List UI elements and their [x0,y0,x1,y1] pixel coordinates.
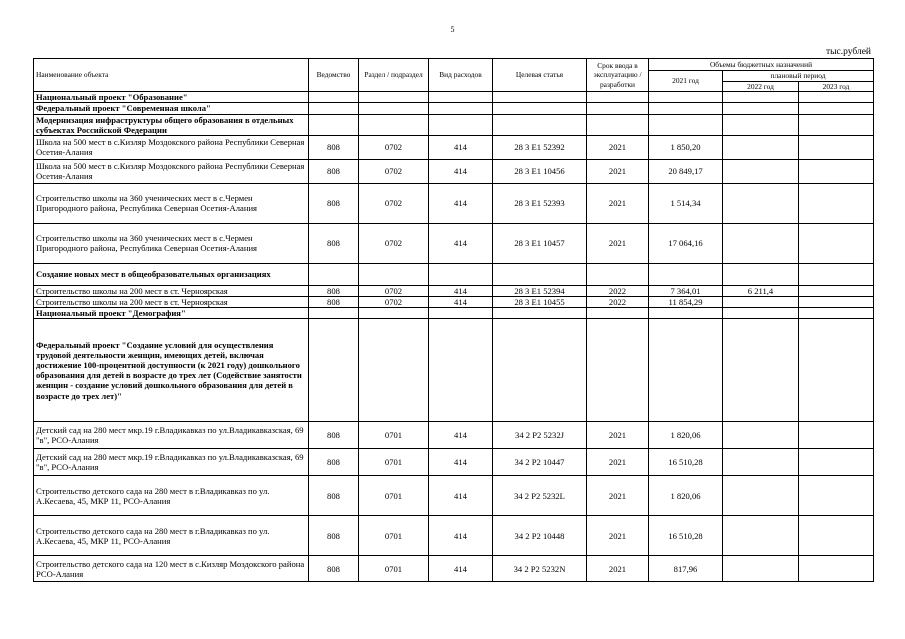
cell-2022 [723,516,799,556]
cell-2022: 6 211,4 [723,285,799,296]
cell-dept [309,263,359,285]
cell-2021: 1 850,20 [649,135,723,159]
header-volumes: Объемы бюджетных назначений [649,59,874,71]
table-row [34,159,874,183]
header-dept: Ведомство [309,59,359,92]
cell-name: Строительство детского сада на 120 мест в с.Кизляр Моздокского района РСО-Алания [34,556,309,582]
cell-target [493,319,587,422]
table-row [34,516,874,556]
table-row [34,296,874,307]
cell-section: 0701 [359,556,429,582]
table-row [34,476,874,516]
cell-exp-type [429,103,493,114]
cell-2021: 17 064,16 [649,223,723,263]
cell-name: Создание новых мест в общеобразовательных организациях [34,263,309,285]
cell-2021 [649,308,723,319]
cell-2021 [649,92,723,103]
cell-dept: 808 [309,516,359,556]
cell-target: 34 2 P2 5232N [493,556,587,582]
cell-2022 [723,135,799,159]
cell-term: 2021 [587,183,649,223]
cell-dept [309,319,359,422]
cell-target: 34 2 P2 10448 [493,516,587,556]
cell-exp-type: 414 [429,285,493,296]
cell-exp-type [429,92,493,103]
cell-term: 2021 [587,159,649,183]
cell-2023 [799,308,874,319]
cell-exp-type: 414 [429,135,493,159]
cell-dept: 808 [309,556,359,582]
table-row [34,556,874,582]
table-row [34,449,874,476]
cell-2023 [799,516,874,556]
section-row [34,103,874,114]
cell-2021: 7 364,01 [649,285,723,296]
table-row [34,183,874,223]
cell-term: 2021 [587,556,649,582]
cell-2022 [723,319,799,422]
cell-name: Детский сад на 280 мест мкр.19 г.Владикавказ по ул.Владикавказская, 69 "в", РСО-Алания [34,449,309,476]
cell-name: Национальный проект "Демография" [34,308,309,319]
cell-2022 [723,92,799,103]
cell-2023 [799,263,874,285]
cell-2023 [799,319,874,422]
cell-target: 28 3 E1 10455 [493,296,587,307]
cell-term: 2021 [587,223,649,263]
table-row [34,422,874,449]
header-section: Раздел / подраздел [359,59,429,92]
cell-exp-type: 414 [429,296,493,307]
cell-term [587,114,649,135]
cell-section: 0702 [359,285,429,296]
cell-target: 28 3 E1 10457 [493,223,587,263]
cell-dept [309,114,359,135]
cell-2022 [723,159,799,183]
cell-exp-type: 414 [429,159,493,183]
cell-target: 34 2 P2 10447 [493,449,587,476]
cell-2022 [723,556,799,582]
cell-term [587,308,649,319]
cell-exp-type: 414 [429,476,493,516]
cell-target: 28 3 E1 10456 [493,159,587,183]
cell-section [359,263,429,285]
cell-exp-type [429,319,493,422]
cell-2022 [723,449,799,476]
cell-exp-type: 414 [429,516,493,556]
cell-name: Строительство школы на 360 ученических мест в с.Чермен Пригородного района, Республика Северная Осетия-Алания [34,223,309,263]
cell-2023 [799,223,874,263]
cell-term: 2021 [587,449,649,476]
cell-dept: 808 [309,285,359,296]
cell-dept: 808 [309,135,359,159]
cell-section: 0702 [359,135,429,159]
cell-section: 0701 [359,449,429,476]
cell-target: 28 3 E1 52393 [493,183,587,223]
cell-target [493,263,587,285]
cell-target: 34 2 P2 5232L [493,476,587,516]
cell-2022 [723,223,799,263]
cell-section [359,319,429,422]
cell-2021: 1 820,06 [649,422,723,449]
table-row [34,223,874,263]
cell-2023 [799,114,874,135]
header-2023: 2023 год [799,81,874,92]
cell-exp-type: 414 [429,223,493,263]
cell-target [493,103,587,114]
cell-section: 0702 [359,183,429,223]
cell-dept: 808 [309,476,359,516]
cell-2021: 1 514,34 [649,183,723,223]
cell-2023 [799,422,874,449]
cell-section: 0701 [359,422,429,449]
cell-term: 2021 [587,135,649,159]
cell-2021 [649,103,723,114]
cell-target: 34 2 P2 5232J [493,422,587,449]
cell-dept [309,92,359,103]
cell-exp-type: 414 [429,422,493,449]
cell-exp-type: 414 [429,183,493,223]
cell-exp-type [429,114,493,135]
cell-dept: 808 [309,223,359,263]
cell-2023 [799,556,874,582]
cell-name: Строительство школы на 200 мест в ст. Черноярская [34,296,309,307]
cell-2022 [723,103,799,114]
cell-target [493,308,587,319]
section-row [34,308,874,319]
cell-target: 28 3 E1 52394 [493,285,587,296]
cell-name: Школа на 500 мест в с.Кизляр Моздокского района Республики Северная Осетия-Алания [34,135,309,159]
cell-2022 [723,183,799,223]
cell-2022 [723,422,799,449]
cell-2022 [723,308,799,319]
cell-name: Строительство детского сада на 280 мест в г.Владикавказ по ул. А.Кесаева, 45, МКР 11, РСО-Алания [34,516,309,556]
cell-2023 [799,159,874,183]
cell-name: Строительство школы на 360 ученических мест в с.Чермен Пригородного района, Республика Северная Осетия-Алания [34,183,309,223]
cell-2023 [799,296,874,307]
cell-term: 2021 [587,516,649,556]
cell-2021: 817,96 [649,556,723,582]
section-row [34,92,874,103]
cell-exp-type [429,263,493,285]
cell-exp-type: 414 [429,449,493,476]
cell-name: Национальный проект "Образование" [34,92,309,103]
cell-name: Школа на 500 мест в с.Кизляр Моздокского района Республики Северная Осетия-Алания [34,159,309,183]
table-row [34,135,874,159]
cell-target [493,92,587,103]
cell-2023 [799,285,874,296]
page-number: 5 [450,25,455,34]
header-2022: 2022 год [723,81,799,92]
cell-2023 [799,183,874,223]
section-row [34,319,874,422]
table-body [34,92,874,582]
table-row [34,285,874,296]
cell-2023 [799,449,874,476]
cell-section: 0702 [359,296,429,307]
cell-section: 0702 [359,223,429,263]
cell-dept: 808 [309,449,359,476]
header-name: Наименование объекта [34,59,309,92]
cell-name: Строительство детского сада на 280 мест в г.Владикавказ по ул. А.Кесаева, 45, МКР 11, РСО-Алания [34,476,309,516]
cell-name: Строительство школы на 200 мест в ст. Черноярская [34,285,309,296]
cell-section [359,103,429,114]
header-planned: плановый период [723,71,874,82]
cell-target: 28 3 E1 52392 [493,135,587,159]
section-row [34,263,874,285]
cell-name: Федеральный проект "Современная школа" [34,103,309,114]
cell-term [587,263,649,285]
cell-2021: 16 510,28 [649,516,723,556]
cell-term: 2021 [587,476,649,516]
table-header [34,59,874,92]
cell-2022 [723,476,799,516]
cell-2021 [649,263,723,285]
cell-2021: 20 849,17 [649,159,723,183]
cell-2023 [799,103,874,114]
cell-term: 2021 [587,422,649,449]
cell-exp-type: 414 [429,556,493,582]
cell-term [587,103,649,114]
cell-2022 [723,263,799,285]
cell-term [587,319,649,422]
cell-term: 2022 [587,285,649,296]
cell-2023 [799,92,874,103]
cell-target [493,114,587,135]
header-term: Срок ввода в эксплуатацию / разработки [587,59,649,92]
cell-section: 0702 [359,159,429,183]
cell-section: 0701 [359,516,429,556]
cell-name: Федеральный проект "Создание условий для осуществления трудовой деятельности женщин, имеющих детей, включая достижение 100-процентной доступности (к 2021 году) дошкольного образования для детей в возрасте до трех лет (Содействие занятости женщин - создание условий дошкольного образования для детей в возрасте до трех лет)" [34,319,309,422]
cell-section [359,114,429,135]
cell-name: Детский сад на 280 мест мкр.19 г.Владикавказ по ул.Владикавказская, 69 "в", РСО-Алания [34,422,309,449]
cell-exp-type [429,308,493,319]
cell-dept: 808 [309,159,359,183]
header-target: Целевая статья [493,59,587,92]
header-2021: 2021 год [649,71,723,92]
cell-dept [309,308,359,319]
cell-section [359,92,429,103]
cell-dept: 808 [309,296,359,307]
cell-2021: 16 510,28 [649,449,723,476]
cell-section: 0701 [359,476,429,516]
units-label: тыс.рублей [825,47,871,57]
cell-2023 [799,476,874,516]
cell-2021 [649,114,723,135]
cell-2022 [723,114,799,135]
cell-term: 2022 [587,296,649,307]
cell-dept: 808 [309,183,359,223]
cell-section [359,308,429,319]
cell-2022 [723,296,799,307]
cell-name: Модернизация инфраструктуры общего образования в отдельных субъектах Российской Федерации [34,114,309,135]
section-row [34,114,874,135]
cell-term [587,92,649,103]
cell-2021: 1 820,06 [649,476,723,516]
cell-2021: 11 854,29 [649,296,723,307]
cell-2023 [799,135,874,159]
cell-dept [309,103,359,114]
cell-dept: 808 [309,422,359,449]
cell-2021 [649,319,723,422]
budget-table [33,58,874,582]
header-exp-type: Вид расходов [429,59,493,92]
